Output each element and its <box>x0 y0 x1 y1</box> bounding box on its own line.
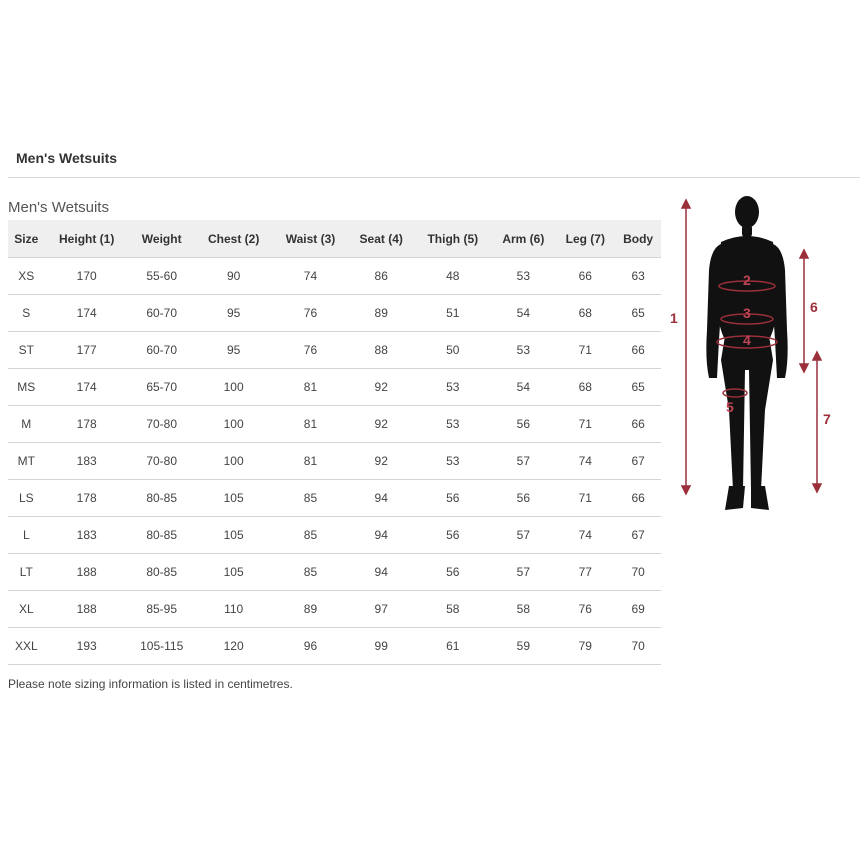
table-cell: 90 <box>195 258 273 295</box>
table-cell: 56 <box>414 554 491 591</box>
table-cell: 99 <box>348 628 414 665</box>
table-cell: 76 <box>555 591 615 628</box>
table-cell: 76 <box>273 332 348 369</box>
table-cell: 100 <box>195 406 273 443</box>
table-cell: ST <box>8 332 45 369</box>
table-cell: 56 <box>491 406 555 443</box>
table-cell: 70-80 <box>129 406 195 443</box>
label-chest: 2 <box>743 272 751 288</box>
table-cell: 174 <box>45 369 129 406</box>
table-cell: XS <box>8 258 45 295</box>
column-header: Chest (2) <box>195 220 273 258</box>
table-cell: 60-70 <box>129 295 195 332</box>
column-header: Size <box>8 220 45 258</box>
label-waist: 3 <box>743 305 751 321</box>
column-header: Height (1) <box>45 220 129 258</box>
table-cell: 97 <box>348 591 414 628</box>
table-cell: 95 <box>195 332 273 369</box>
table-cell: 69 <box>615 591 661 628</box>
table-cell: 74 <box>555 443 615 480</box>
table-cell: 188 <box>45 554 129 591</box>
table-caption: Men's Wetsuits <box>8 199 109 216</box>
table-cell: 85 <box>273 480 348 517</box>
table-cell: 80-85 <box>129 480 195 517</box>
section-title: Men's Wetsuits <box>16 150 118 166</box>
table-row <box>8 517 661 554</box>
table-cell: 63 <box>615 258 661 295</box>
table-cell: 57 <box>491 554 555 591</box>
table-cell: 68 <box>555 295 615 332</box>
table-cell: 100 <box>195 443 273 480</box>
table-cell: XXL <box>8 628 45 665</box>
table-cell: 85-95 <box>129 591 195 628</box>
table-cell: 56 <box>491 480 555 517</box>
table-cell: 89 <box>348 295 414 332</box>
table-cell: 94 <box>348 554 414 591</box>
table-cell: 48 <box>414 258 491 295</box>
table-cell: L <box>8 517 45 554</box>
table-cell: 57 <box>491 517 555 554</box>
table-cell: 70 <box>615 628 661 665</box>
table-cell: 71 <box>555 480 615 517</box>
column-header: Seat (4) <box>348 220 414 258</box>
table-cell: 71 <box>555 406 615 443</box>
table-cell: 94 <box>348 480 414 517</box>
table-cell: XL <box>8 591 45 628</box>
table-cell: 70 <box>615 554 661 591</box>
table-cell: 53 <box>414 406 491 443</box>
table-row <box>8 369 661 406</box>
table-cell: LS <box>8 480 45 517</box>
table-cell: 80-85 <box>129 554 195 591</box>
table-cell: 66 <box>615 406 661 443</box>
table-cell: 77 <box>555 554 615 591</box>
table-cell: 51 <box>414 295 491 332</box>
table-cell: 53 <box>491 332 555 369</box>
table-cell: 183 <box>45 443 129 480</box>
table-cell: 61 <box>414 628 491 665</box>
table-cell: 67 <box>615 517 661 554</box>
table-cell: 105-115 <box>129 628 195 665</box>
table-cell: 58 <box>491 591 555 628</box>
table-cell: 79 <box>555 628 615 665</box>
column-header: Body <box>615 220 661 258</box>
table-cell: S <box>8 295 45 332</box>
table-body <box>8 258 661 665</box>
table-cell: 178 <box>45 480 129 517</box>
table-cell: 193 <box>45 628 129 665</box>
table-cell: MT <box>8 443 45 480</box>
table-cell: 174 <box>45 295 129 332</box>
label-thigh: 5 <box>726 399 734 415</box>
table-cell: 70-80 <box>129 443 195 480</box>
table-cell: 66 <box>615 332 661 369</box>
table-row <box>8 295 661 332</box>
table-cell: 92 <box>348 443 414 480</box>
label-leg: 7 <box>823 411 831 427</box>
table-cell: 170 <box>45 258 129 295</box>
table-cell: MS <box>8 369 45 406</box>
table-cell: 74 <box>555 517 615 554</box>
table-cell: 74 <box>273 258 348 295</box>
table-cell: 71 <box>555 332 615 369</box>
table-cell: 81 <box>273 406 348 443</box>
table-cell: 178 <box>45 406 129 443</box>
table-row <box>8 628 661 665</box>
table-cell: 57 <box>491 443 555 480</box>
header-divider <box>8 177 860 178</box>
table-cell: 177 <box>45 332 129 369</box>
table-header-row <box>8 220 661 258</box>
table-row <box>8 554 661 591</box>
table-cell: 89 <box>273 591 348 628</box>
table-cell: 105 <box>195 517 273 554</box>
table-cell: 56 <box>414 480 491 517</box>
table-row <box>8 443 661 480</box>
label-height: 1 <box>670 310 678 326</box>
table-cell: 110 <box>195 591 273 628</box>
table-cell: 50 <box>414 332 491 369</box>
table-cell: 59 <box>491 628 555 665</box>
table-cell: 92 <box>348 406 414 443</box>
column-header: Weight <box>129 220 195 258</box>
table-cell: 60-70 <box>129 332 195 369</box>
table-cell: LT <box>8 554 45 591</box>
table-cell: 54 <box>491 369 555 406</box>
table-row <box>8 332 661 369</box>
table-cell: 105 <box>195 554 273 591</box>
table-cell: M <box>8 406 45 443</box>
table-cell: 58 <box>414 591 491 628</box>
table-row <box>8 480 661 517</box>
table-cell: 85 <box>273 554 348 591</box>
table-cell: 55-60 <box>129 258 195 295</box>
table-cell: 54 <box>491 295 555 332</box>
table-row <box>8 258 661 295</box>
table-cell: 76 <box>273 295 348 332</box>
table-cell: 67 <box>615 443 661 480</box>
table-cell: 65 <box>615 369 661 406</box>
column-header: Waist (3) <box>273 220 348 258</box>
table-cell: 56 <box>414 517 491 554</box>
table-cell: 95 <box>195 295 273 332</box>
table-cell: 53 <box>414 443 491 480</box>
table-cell: 53 <box>414 369 491 406</box>
label-seat: 4 <box>743 332 751 348</box>
table-cell: 88 <box>348 332 414 369</box>
body-silhouette <box>706 196 787 510</box>
table-cell: 86 <box>348 258 414 295</box>
table-cell: 80-85 <box>129 517 195 554</box>
sizing-note: Please note sizing information is listed in centimetres. <box>8 677 293 691</box>
table-cell: 85 <box>273 517 348 554</box>
table-cell: 81 <box>273 443 348 480</box>
table-cell: 188 <box>45 591 129 628</box>
size-chart-table <box>8 220 661 665</box>
table-row <box>8 591 661 628</box>
table-cell: 65 <box>615 295 661 332</box>
table-cell: 94 <box>348 517 414 554</box>
table-cell: 68 <box>555 369 615 406</box>
column-header: Thigh (5) <box>414 220 491 258</box>
table-cell: 66 <box>615 480 661 517</box>
table-cell: 96 <box>273 628 348 665</box>
table-row <box>8 406 661 443</box>
label-arm: 6 <box>810 299 818 315</box>
column-header: Arm (6) <box>491 220 555 258</box>
table-cell: 65-70 <box>129 369 195 406</box>
table-cell: 120 <box>195 628 273 665</box>
body-measurement-figure <box>665 190 855 520</box>
table-cell: 100 <box>195 369 273 406</box>
table-cell: 53 <box>491 258 555 295</box>
table-cell: 92 <box>348 369 414 406</box>
table-cell: 81 <box>273 369 348 406</box>
table-cell: 66 <box>555 258 615 295</box>
table-cell: 105 <box>195 480 273 517</box>
column-header: Leg (7) <box>555 220 615 258</box>
table-cell: 183 <box>45 517 129 554</box>
